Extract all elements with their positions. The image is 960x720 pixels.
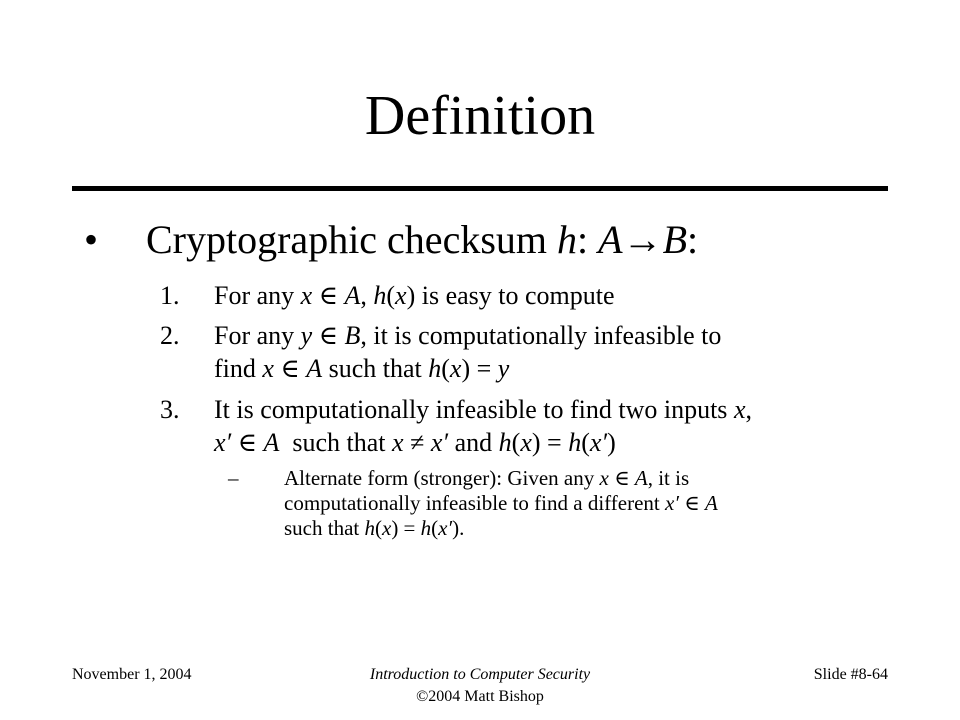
item-text: It is computationally infeasible to find two inputs x, x′ ∈ A such that x ≠ x′ and h(x) = h(x′) [214, 395, 752, 457]
footer-copyright: ©2004 Matt Bishop [416, 688, 544, 705]
bullet-colon-end: : [687, 217, 699, 262]
bullet-text [146, 218, 698, 262]
bullet-lead: Cryptographic checksum [146, 217, 557, 262]
sub-bullet-text: Alternate form (stronger): Given any x ∈ A, it is computationally infeasible to find a different x′ ∈ A such that h(x) = h(x′). [284, 466, 718, 540]
codomain-symbol: B [662, 217, 687, 262]
item-text: For any x ∈ A, h(x) is easy to compute [214, 281, 615, 310]
footer-course-title: Introduction to Computer Security [369, 666, 591, 683]
function-symbol: h [557, 217, 577, 262]
item-number: 2. [160, 321, 180, 350]
footer-date: November 1, 2004 [72, 666, 192, 683]
slide-title: Definition [364, 85, 596, 147]
domain-symbol: A [598, 217, 623, 262]
bullet-marker: • [84, 217, 99, 262]
arrow-symbol: → [622, 217, 663, 262]
item-number: 1. [160, 281, 180, 310]
bullet-colon: : [577, 217, 599, 262]
item-text: For any y ∈ B, it is computationally infeasible to find x ∈ A such that h(x) = y [214, 321, 722, 383]
item-number: 3. [160, 395, 180, 424]
sub-bullet-dash: – [228, 466, 239, 490]
title-divider [72, 186, 888, 191]
footer-slide-number: Slide #8-64 [813, 666, 888, 683]
footer-course [280, 664, 680, 708]
